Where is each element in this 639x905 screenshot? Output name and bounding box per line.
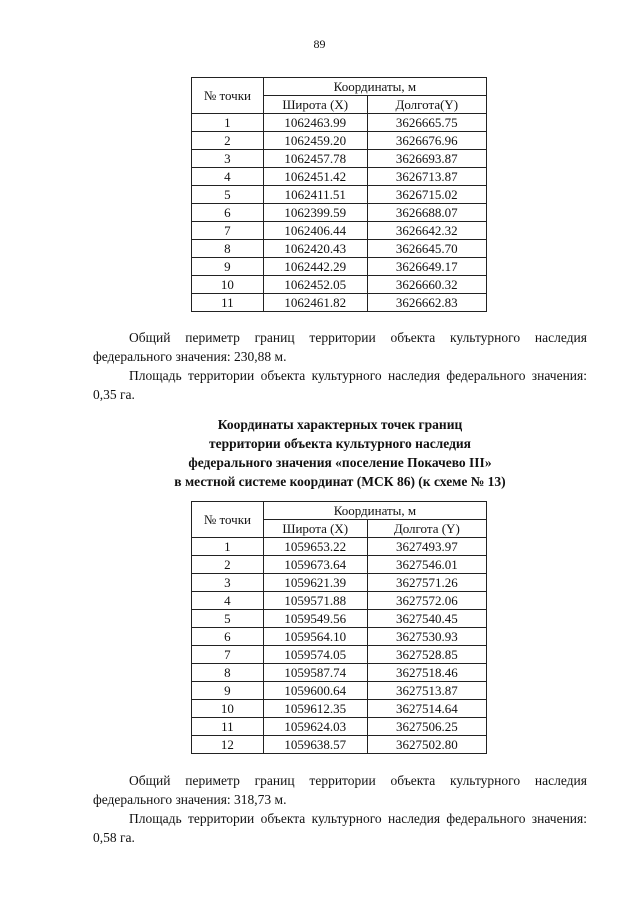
table-row [192, 664, 487, 682]
header-longitude: Долгота(Y) [367, 96, 486, 114]
cell-point-number: 8 [192, 240, 264, 258]
cell-longitude: 3627514.64 [367, 700, 486, 718]
area-text-2: Площадь территории объекта культурного наследия федерального значения: 0,58 га. [93, 811, 587, 845]
coordinates-table-1 [191, 77, 487, 312]
cell-point-number: 1 [192, 538, 264, 556]
table-row [192, 646, 487, 664]
table-row [192, 132, 487, 150]
cell-longitude: 3626693.87 [367, 150, 486, 168]
cell-latitude: 1059621.39 [263, 574, 367, 592]
table-row [192, 258, 487, 276]
header-latitude: Широта (X) [263, 96, 367, 114]
perimeter-text-2: Общий периметр границ территории объекта культурного наследия федерального значения: 318,73 м. [93, 773, 587, 807]
cell-longitude: 3626649.17 [367, 258, 486, 276]
cell-latitude: 1059564.10 [263, 628, 367, 646]
page-number: 89 [313, 37, 326, 51]
table-row [192, 556, 487, 574]
cell-longitude: 3626642.32 [367, 222, 486, 240]
cell-latitude: 1062399.59 [263, 204, 367, 222]
cell-latitude: 1059571.88 [263, 592, 367, 610]
heading-line: Координаты характерных точек границ [217, 417, 463, 432]
header-longitude: Долгота (Y) [367, 520, 486, 538]
cell-point-number: 9 [192, 682, 264, 700]
cell-point-number: 2 [192, 132, 264, 150]
table-row [192, 168, 487, 186]
cell-point-number: 7 [192, 646, 264, 664]
cell-point-number: 10 [192, 700, 264, 718]
cell-longitude: 3626688.07 [367, 204, 486, 222]
cell-point-number: 7 [192, 222, 264, 240]
cell-longitude: 3627518.46 [367, 664, 486, 682]
cell-point-number: 6 [192, 628, 264, 646]
cell-point-number: 8 [192, 664, 264, 682]
cell-point-number: 5 [192, 610, 264, 628]
perimeter-text-1: Общий периметр границ территории объекта культурного наследия федерального значения: 230,88 м. [93, 330, 587, 364]
coordinates-table-2 [191, 501, 487, 754]
cell-longitude: 3627513.87 [367, 682, 486, 700]
cell-latitude: 1062406.44 [263, 222, 367, 240]
cell-latitude: 1059673.64 [263, 556, 367, 574]
table-1-body [192, 114, 487, 312]
cell-point-number: 6 [192, 204, 264, 222]
cell-point-number: 12 [192, 736, 264, 754]
cell-point-number: 4 [192, 592, 264, 610]
cell-longitude: 3627530.93 [367, 628, 486, 646]
cell-longitude: 3626645.70 [367, 240, 486, 258]
cell-longitude: 3627540.45 [367, 610, 486, 628]
cell-longitude: 3627546.01 [367, 556, 486, 574]
cell-latitude: 1059624.03 [263, 718, 367, 736]
heading-line: федерального значения «поселение Покачево III» [188, 455, 492, 470]
cell-latitude: 1062463.99 [263, 114, 367, 132]
header-point-number: № точки [192, 502, 264, 538]
cell-latitude: 1059549.56 [263, 610, 367, 628]
cell-longitude: 3626665.75 [367, 114, 486, 132]
cell-latitude: 1062452.05 [263, 276, 367, 294]
cell-latitude: 1062451.42 [263, 168, 367, 186]
cell-longitude: 3627571.26 [367, 574, 486, 592]
cell-point-number: 4 [192, 168, 264, 186]
table-row [192, 204, 487, 222]
table-row [192, 682, 487, 700]
cell-longitude: 3627572.06 [367, 592, 486, 610]
cell-longitude: 3626662.83 [367, 294, 486, 312]
cell-latitude: 1062461.82 [263, 294, 367, 312]
table-row [192, 628, 487, 646]
cell-longitude: 3626676.96 [367, 132, 486, 150]
cell-longitude: 3626713.87 [367, 168, 486, 186]
cell-point-number: 1 [192, 114, 264, 132]
cell-point-number: 10 [192, 276, 264, 294]
cell-latitude: 1059612.35 [263, 700, 367, 718]
table-row [192, 150, 487, 168]
cell-latitude: 1062420.43 [263, 240, 367, 258]
header-coordinates: Координаты, м [263, 78, 486, 96]
cell-longitude: 3627493.97 [367, 538, 486, 556]
section-heading [93, 415, 587, 491]
cell-point-number: 11 [192, 718, 264, 736]
cell-point-number: 3 [192, 574, 264, 592]
table-row [192, 736, 487, 754]
header-latitude: Широта (X) [263, 520, 367, 538]
cell-longitude: 3627528.85 [367, 646, 486, 664]
table-row [192, 610, 487, 628]
table-row [192, 718, 487, 736]
cell-latitude: 1059574.05 [263, 646, 367, 664]
heading-line: в местной системе координат (МСК 86) (к схеме № 13) [174, 474, 506, 489]
cell-latitude: 1062459.20 [263, 132, 367, 150]
area-text-1: Площадь территории объекта культурного наследия федерального значения: 0,35 га. [93, 368, 587, 402]
table-row [192, 276, 487, 294]
table-row [192, 700, 487, 718]
cell-point-number: 5 [192, 186, 264, 204]
table-row [192, 240, 487, 258]
cell-point-number: 11 [192, 294, 264, 312]
table-row [192, 538, 487, 556]
cell-latitude: 1059653.22 [263, 538, 367, 556]
cell-point-number: 9 [192, 258, 264, 276]
heading-line: территории объекта культурного наследия [209, 436, 471, 451]
cell-latitude: 1059587.74 [263, 664, 367, 682]
table-row [192, 592, 487, 610]
cell-point-number: 2 [192, 556, 264, 574]
cell-latitude: 1059600.64 [263, 682, 367, 700]
header-point-number: № точки [192, 78, 264, 114]
cell-latitude: 1062442.29 [263, 258, 367, 276]
table-row [192, 186, 487, 204]
cell-longitude: 3627502.80 [367, 736, 486, 754]
cell-latitude: 1062411.51 [263, 186, 367, 204]
cell-longitude: 3626715.02 [367, 186, 486, 204]
cell-point-number: 3 [192, 150, 264, 168]
table-row [192, 574, 487, 592]
table-2-body [192, 538, 487, 754]
table-row [192, 294, 487, 312]
header-coordinates: Координаты, м [263, 502, 486, 520]
cell-longitude: 3627506.25 [367, 718, 486, 736]
cell-latitude: 1059638.57 [263, 736, 367, 754]
cell-latitude: 1062457.78 [263, 150, 367, 168]
cell-longitude: 3626660.32 [367, 276, 486, 294]
table-row [192, 222, 487, 240]
table-row [192, 114, 487, 132]
